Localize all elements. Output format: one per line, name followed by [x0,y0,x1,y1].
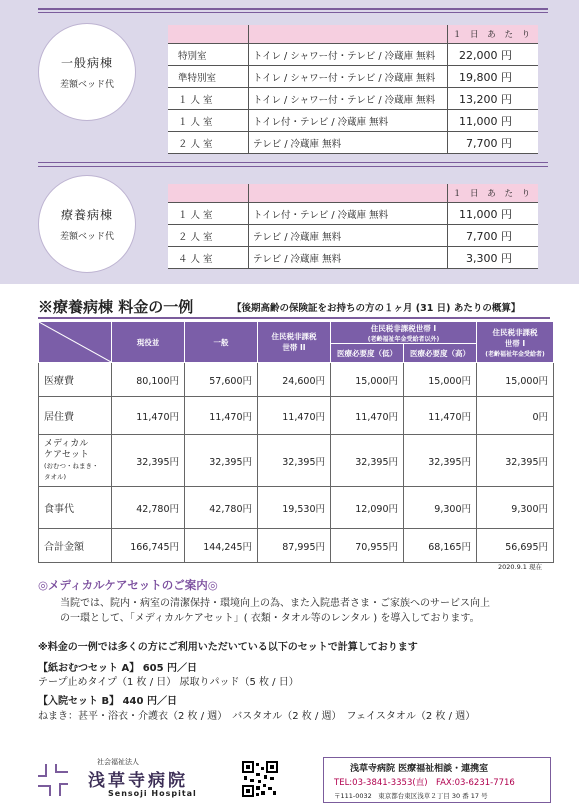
hospital-name-roman: Sensoji Hospital [108,789,197,798]
cell-value: 42,780円 [185,487,258,529]
medical-care-text-1: 当院では、院内・病室の清潔保持・環境向上の為、また入院患者さま・ご家族へのサービス向上 [60,598,490,609]
top-rule-thin [38,12,548,13]
medical-care-text-2: の一環として、「メディカルケアセット」( 衣類・タオル等のレンタル ) を導入しております。 [60,613,480,624]
table-row [168,66,538,88]
qr-code-icon[interactable] [242,761,278,797]
cell-value: 68,165円 [404,529,477,563]
medical-care-title: ◎メディカルケアセットのご案内◎ [38,578,218,592]
cell-value: 32,395円 [477,435,554,487]
room-type: １ 人 室 [168,203,249,225]
table-row [168,225,538,247]
cell-value: 32,395円 [185,435,258,487]
room-price: 11,000 円 [448,110,539,132]
section-divider-thin [38,166,548,167]
cell-value: 32,395円 [258,435,331,487]
room-charges-section [0,0,579,284]
contact-title: 浅草寺病院 医療福祉相談・連携室 [350,764,489,774]
row-label-line: メディカル [44,438,89,449]
cell-value: 15,000円 [404,363,477,397]
col-group-sub: (老齢福祉年金受給者以外) [367,335,440,343]
calc-note: ※料金の一例では多くの方にご利用いただいている以下のセットで計算しております [38,642,418,653]
contact-address: 〒111-0032 東京都台東区浅草２丁目 30 番 17 号 [334,792,488,800]
per-day-header: １ 日 あ た り [448,25,539,44]
cell-value: 32,395円 [331,435,404,487]
cell-value: 166,745円 [112,529,185,563]
room-amenities: トイレ / シャワー付・テレビ / 冷蔵庫 無料 [249,44,448,66]
set-b-title: 【入院セット B】 440 円／日 [38,696,177,707]
corner-cell [39,322,112,363]
room-price: 11,000 円 [448,203,539,225]
row-label: 食事代 [39,487,112,529]
table-row [168,44,538,66]
col-group-title: 住民税非課税世帯 I [370,323,437,333]
room-amenities: テレビ / 冷蔵庫 無料 [249,247,448,269]
row-label: 合計金額 [39,529,112,563]
table-row [39,487,554,529]
room-type: 準特別室 [168,66,249,88]
room-price: 19,800 円 [448,66,539,88]
cell-value: 42,780円 [112,487,185,529]
table-row [39,397,554,435]
room-price: 3,300 円 [448,247,539,269]
room-price: 22,000 円 [448,44,539,66]
contact-phone-fax[interactable]: TEL:03-3841-3353(直) FAX:03-6231-7716 [334,778,515,788]
table-row [168,110,538,132]
fee-example-note: 【後期高齢の保険証をお持ちの方の１ヶ月 (31 日) あたりの概算】 [232,303,521,314]
room-type: ２ 人 室 [168,132,249,154]
cell-value: 15,000円 [331,363,404,397]
room-amenities: テレビ / 冷蔵庫 無料 [249,132,448,154]
col6-line2: 世帯 I [504,338,526,348]
general-ward-badge [38,23,136,121]
care-ward-subtitle: 差額ベッド代 [59,232,114,242]
cell-value: 32,395円 [404,435,477,487]
cell-value: 57,600円 [185,363,258,397]
table-row [39,363,554,397]
care-ward-badge [38,175,136,273]
cell-value: 144,245円 [185,529,258,563]
room-amenities: トイレ付・テレビ / 冷蔵庫 無料 [249,203,448,225]
hospital-name: 浅草寺病院 [88,771,188,791]
col-header-exempt-2-line1: 住民税非課税 [271,332,317,341]
fee-example-title: ※療養病棟 料金の一例 [38,298,194,316]
cell-value: 19,530円 [258,487,331,529]
table-row-total [39,529,554,563]
set-a-title: 【紙おむつセット A】 605 円／日 [38,663,198,674]
section-divider [38,162,548,163]
col-group-exempt-1 [331,322,477,344]
general-ward-subtitle: 差額ベッド代 [59,80,114,90]
row-label [39,435,112,487]
hospital-logo-icon [36,762,70,798]
table-row [168,247,538,269]
org-type: 社会福祉法人 [97,758,139,766]
cell-value: 11,470円 [112,397,185,435]
general-ward-table [168,25,538,154]
col-header-exempt-2 [258,322,331,363]
cell-value: 11,470円 [404,397,477,435]
room-price: 13,200 円 [448,88,539,110]
row-label-line: タオル) [44,472,67,481]
general-ward-title: 一般病棟 [60,56,113,70]
col6-line1: 住民税非課税 [492,327,538,337]
room-type: 特別室 [168,44,249,66]
col-header-general: 一般 [185,322,258,363]
table-row [168,132,538,154]
set-b-desc: ねまき：甚平・浴衣・介護衣（2 枚 / 週） バスタオル（2 枚 / 週） フェイスタオル（2 枚 / 週） [38,711,476,722]
care-ward-title: 療養病棟 [60,208,113,222]
col-header-need-low: 医療必要度（低） [331,344,404,363]
room-amenities: テレビ / 冷蔵庫 無料 [249,225,448,247]
set-a-desc: テープ止めタイプ（1 枚 / 日） 尿取りパッド（5 枚 / 日） [38,677,299,688]
cell-value: 11,470円 [331,397,404,435]
col-header-active: 現役並 [112,322,185,363]
cell-value: 15,000円 [477,363,554,397]
fee-table [38,321,554,563]
col-header-need-high: 医療必要度（高） [404,344,477,363]
cell-value: 32,395円 [112,435,185,487]
room-amenities: トイレ付・テレビ / 冷蔵庫 無料 [249,110,448,132]
room-type: １ 人 室 [168,88,249,110]
cell-value: 24,600円 [258,363,331,397]
row-label-line: ケアセット [44,449,89,460]
cell-value: 9,300円 [477,487,554,529]
room-amenities: トイレ / シャワー付・テレビ / 冷蔵庫 無料 [249,88,448,110]
cell-value: 11,470円 [258,397,331,435]
cell-value: 11,470円 [185,397,258,435]
contact-box [323,757,551,803]
care-ward-table [168,184,538,269]
room-type: ２ 人 室 [168,225,249,247]
cell-value: 0円 [477,397,554,435]
per-day-header: １ 日 あ た り [448,184,539,203]
room-amenities: トイレ / シャワー付・テレビ / 冷蔵庫 無料 [249,66,448,88]
cell-value: 12,090円 [331,487,404,529]
room-price: 7,700 円 [448,132,539,154]
cell-value: 9,300円 [404,487,477,529]
col-header-exempt-2-line2: 世帯 II [282,343,306,352]
fee-title-rule [38,317,550,319]
row-label-line: (おむつ・ねまき・ [44,461,99,470]
top-rule [38,8,548,10]
cell-value: 70,955円 [331,529,404,563]
cell-value: 56,695円 [477,529,554,563]
col6-line3: (老齢福祉年金受給者) [485,350,545,358]
room-type: ４ 人 室 [168,247,249,269]
row-label: 居住費 [39,397,112,435]
cell-value: 87,995円 [258,529,331,563]
col-header-exempt-1-pension [477,322,554,363]
diagonal-line [39,322,111,362]
room-type: １ 人 室 [168,110,249,132]
as-of-date: 2020.9.1 現在 [498,563,543,571]
table-row [168,203,538,225]
table-row [168,88,538,110]
room-price: 7,700 円 [448,225,539,247]
cell-value: 80,100円 [112,363,185,397]
table-row [39,435,554,487]
row-label: 医療費 [39,363,112,397]
